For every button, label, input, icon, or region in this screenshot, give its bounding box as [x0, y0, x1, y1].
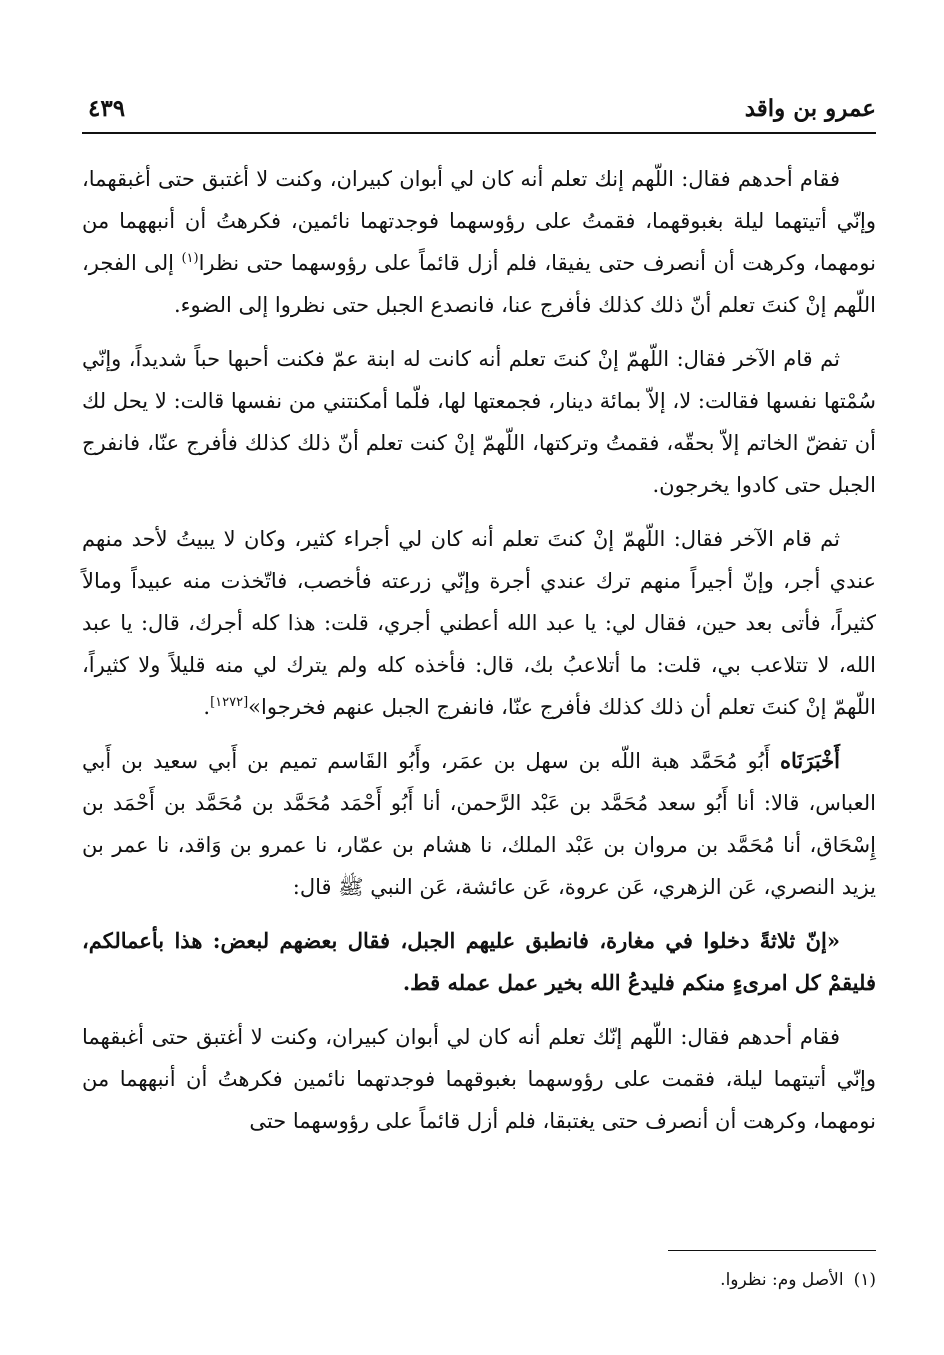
footnote-marker: (١)	[853, 1270, 876, 1290]
paragraph-text: أَبُو مُحَمَّد هبة اللّه بن سهل بن عمَر، وأَبُو القَاسم تميم بن أَبي سعيد بن أَبي العباس، قالا: أنا أَبُو سعد مُحَمَّد بن عَبْد الرَّحمن، أنا أَبُو أَحْمَد مُحَمَّد بن مُحَمَّد بن أَحْمَد بن إِسْحَاق، أنا مُحَمَّد بن مروان بن عَبْد الملك، نا هشام بن عمّار، نا عمرو بن وَاقد، نا عمر بن يزيد النصري، عَن الزهري، عَن عروة، عَن عائشة، عَن النبي ﷺ قال:	[82, 749, 876, 899]
paragraph-text: فقام أحدهم فقال: اللّهم إنك تعلم أنه كان لي أبوان كبيران، وكنت لا أغتبق حتى أغبقهما، وإنّي أتيتهما ليلة بغبوقهما، فقمتُ على رؤوسهما فوجدتهما نائمين، فكرهتُ أن أنبههما من نومهما، وكرهت أن أنصرف حتى يفيقا، فلم أزل قائماً على رؤوسهما حتى نظرا	[82, 167, 876, 275]
paragraph-isnad	[82, 740, 876, 908]
hadith-number: [١٢٧٢]	[210, 695, 249, 710]
page-number: ٤٣٩	[88, 94, 126, 122]
lead-word: أَخْبَرَنَاه	[780, 748, 840, 773]
running-head: عمرو بن واقد	[744, 94, 876, 122]
footnote-text: الأصل وم: نظروا.	[720, 1270, 844, 1290]
footnote	[82, 1266, 876, 1294]
paragraph-text: ثم قام الآخر فقال: اللّهمّ إنْ كنتَ تعلم أنه كان لي أجراء كثير، وكان لا يبيتُ لأحد منهم عندي أجر، وإنّ أجيراً منهم ترك عندي أجرة وإنّي زرعته فأخصب، فاتّخذت منه عبيداً ومالاً كثيراً، فأتى بعد حين، فقال لي: يا عبد الله أعطني أجري، قلت: هذا كله أجرك، قال: يا عبد الله، لا تتلاعب بي، قلت: ما أتلاعبُ بك، قال: فأخذه كله ولم يترك لي منه قليلاً ولا كثيراً، اللّهمّ إنْ كنتَ تعلم أن ذلك كذلك فأفرج عنّا، فانفرج الجبل عنهم فخرجوا»	[82, 527, 876, 719]
footnote-reference: (١)	[181, 251, 199, 266]
paragraph-6	[82, 1016, 876, 1142]
paragraph-text: ثم قام الآخر فقال: اللّهمّ إنْ كنتَ تعلم أنه كانت له ابنة عمّ فكنت أحبها حباً شديداً، وإنّي سُمْتها نفسها فقالت: لا، إلاّ بمائة دينار، فجمعتها لها، فلّما أمكنتني من نفسها قالت: لا يحل لك أن تفضّ الخاتم إلاّ بحقّه، فقمتُ وتركتها، اللّهمّ إنْ كنت تعلم أنّ ذلك كذلك فأفرج عنّا، فانفرج الجبل حتى كادوا يخرجون.	[82, 347, 876, 497]
paragraph-3	[82, 518, 876, 728]
paragraph-text: إلى الفجر، اللّهم إنْ كنتَ تعلم أنّ ذلك كذلك فأفرج عنا، فانصدع الجبل حتى نظروا إلى الضوء.	[82, 251, 876, 317]
page-header	[88, 88, 876, 128]
paragraph-text: «إنّ ثلاثةً دخلوا في مغارة، فانطبق عليهم الجبل، فقال بعضهم لبعض: هذا بأعمالكم، فليقمْ كل امرىءٍ منكم فليدعُ الله بخير عمل عمله قط.	[82, 928, 876, 995]
header-rule	[82, 132, 876, 134]
paragraph-1	[82, 158, 876, 326]
paragraph-hadith	[82, 920, 876, 1004]
paragraph-text: .	[203, 695, 211, 719]
paragraph-2	[82, 338, 876, 506]
main-text	[82, 158, 876, 1154]
paragraph-text: فقام أحدهم فقال: اللّهم إنّك تعلم أنه كان لي أبوان كبيران، وكنت لا أغتبق حتى أغبقهما وإنّي أتيتهما ليلة، فقمت على رؤوسهما بغبوقهما فوجدتهما نائمين فكرهتُ أن أنبههما من نومهما، وكرهت أن أنصرف حتى يغتبقا، فلم أزل قائماً على رؤوسهما حتى	[82, 1025, 876, 1133]
footnote-rule	[668, 1250, 876, 1251]
